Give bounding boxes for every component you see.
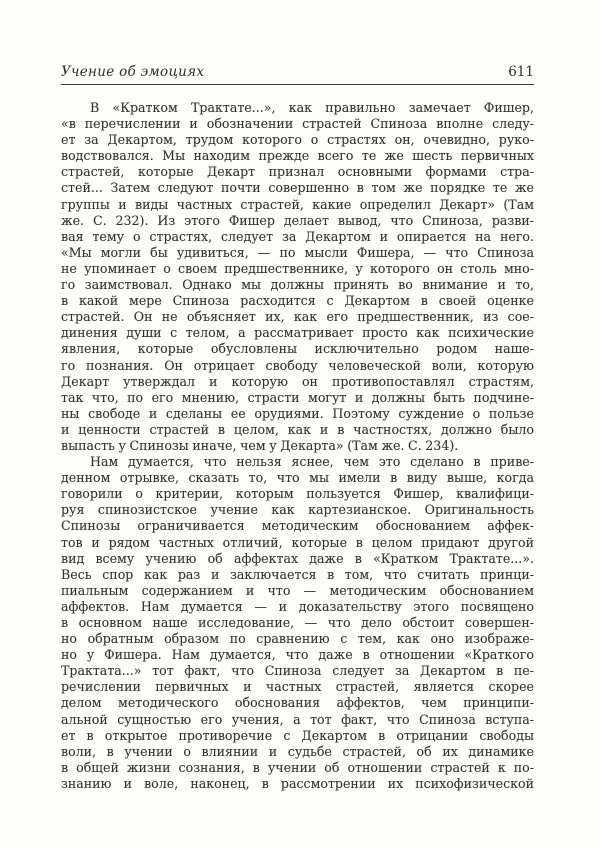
text-line: знанию и воле, наконец, в рассмотрении их психофизической (61, 775, 534, 791)
text-line: вая тему о страстях, следует за Декартом и опирается на него. (61, 228, 534, 244)
text-line: руя спинозистское учение как картезианское. Оригинальность (61, 502, 534, 518)
text-line: Нам думается, что нельзя яснее, чем это сделано в приве- (90, 454, 534, 470)
page-number: 611 (508, 64, 534, 80)
text-line: делом методического обоснования аффектов, чем принципи- (61, 695, 534, 711)
text-line: группы и виды частных страстей, какие определил Декарт» (Там (61, 196, 534, 212)
text-line: но у Фишера. Нам думается, что даже в отношении «Краткого (61, 647, 534, 663)
text-line: вид всему учению об аффектах даже в «Кратком Трактате...». (61, 550, 534, 566)
text-line: выпасть у Спинозы иначе, чем у Декарта» (Там же. С. 234). (61, 437, 459, 453)
running-title: Учение об эмоциях (61, 64, 205, 80)
text-line: динения души с телом, а рассматривает просто как психические (61, 325, 534, 341)
text-line: речислении первичных и частных страстей, является скорее (61, 679, 534, 695)
text-line: страстей, которые Декарт признал основными формами стра- (61, 164, 534, 180)
text-line: Трактата...» тот факт, что Спиноза следует за Декартом в пе- (61, 663, 534, 679)
text-line: же. С. 232). Из этого Фишер делает вывод, что Спиноза, разви- (61, 212, 534, 228)
text-line: не упоминает о своем предшественнике, у которого он столь мно- (61, 260, 534, 276)
text-line: в основном наше исследование, — что дело обстоит совершен- (61, 615, 534, 630)
text-line: пиальным содержанием и что — методическим обоснованием (61, 582, 534, 598)
text-line: водствовался. Мы находим прежде всего те же шесть первичных (61, 148, 534, 164)
text-line: говорили о критерии, которым пользуется Фишер, квалифици- (61, 486, 534, 502)
text-line: стей... Затем следуют почти совершенно в том же порядке те же (61, 180, 534, 196)
text-line: так что, по его мнению, страсти могут и должны быть подчине- (61, 389, 534, 405)
text-line: го заимствовал. Однако мы должны принять во внимание и то, (61, 277, 534, 293)
text-line: и ценности страстей в целом, как и в частностях, должно было (61, 421, 534, 437)
page-content (61, 64, 534, 792)
text-line: ет за Декартом, трудом которого о страстях он, очевидно, руко- (61, 132, 534, 148)
text-line: ны свободе и сделаны ее орудиями. Поэтому суждение о пользе (61, 405, 534, 421)
text-line: ет в открытое противоречие с Декартом в отрицании свободы (61, 727, 534, 743)
text-line: в общей жизни сознания, в учении об отношении страстей к по- (61, 759, 534, 775)
text-line: в какой мере Спиноза расходится с Декартом в своей оценке (61, 293, 534, 309)
text-line: альной сущностью его учения, а тот факт, что Спиноза вступа- (61, 711, 534, 727)
text-line: Декарт утверждал и которую он противопоставлял страстям, (61, 373, 534, 389)
page-body (61, 100, 534, 792)
page-header (61, 64, 534, 85)
text-line: В «Кратком Трактате...», как правильно замечает Фишер, (90, 100, 534, 115)
text-line: го познания. Он отрицает свободу человеческой воли, которую (61, 357, 534, 373)
text-line: воли, в учении о влиянии и судьбе страстей, об их динамике (61, 743, 534, 759)
text-line: Весь спор как раз и заключается в том, что считать принци- (61, 566, 534, 582)
text-line: явления, которые обусловлены исключительно родом наше- (61, 341, 534, 357)
text-line: «Мы могли бы удивиться, — по мысли Фишера, — что Спиноза (61, 244, 534, 260)
text-line: «в перечислении и обозначении страстей Спиноза вполне следу- (61, 116, 534, 132)
text-line: Спинозы ограничивается методическим обоснованием аффек- (61, 518, 534, 534)
text-line: тов и рядом частных отличий, которые в целом придают другой (61, 534, 534, 550)
text-line: аффектов. Нам думается — и доказательству этого посвящено (61, 598, 534, 614)
text-line: денном отрывке, сказать то, что мы имели в виду выше, когда (61, 470, 534, 486)
text-line: но обратным образом по сравнению с тем, как оно изображе- (61, 631, 534, 647)
text-line: страстей. Он не объясняет их, как его предшественник, из сое- (61, 309, 534, 325)
